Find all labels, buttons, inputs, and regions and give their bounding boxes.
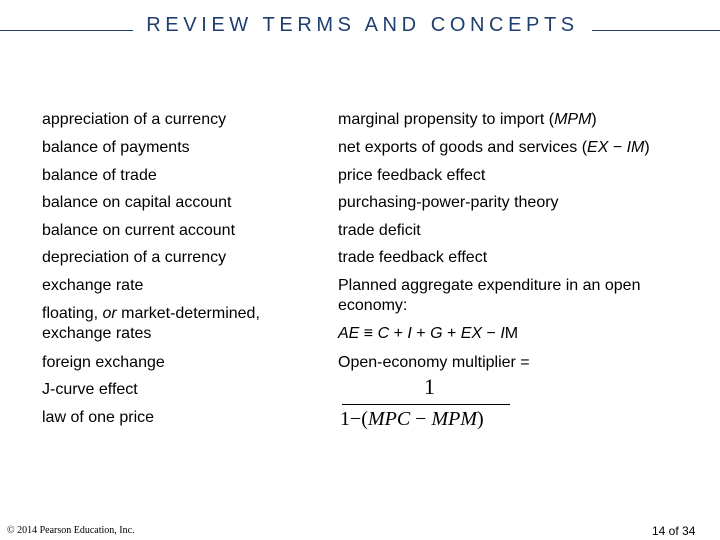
formula-fraction-bar: [342, 404, 510, 405]
copyright-notice: © 2014 Pearson Education, Inc.: [7, 525, 135, 536]
term-ae-equation: AE ≡ C + I + G + EX − IM: [338, 325, 519, 342]
term-balance-of-payments: balance of payments: [42, 139, 190, 156]
term-law-of-one-price: law of one price: [42, 409, 155, 426]
term-exchange-rate: exchange rate: [42, 277, 144, 294]
term-ppp-theory: purchasing-power-parity theory: [338, 194, 559, 211]
term-planned-ae: Planned aggregate expenditure in an open: [338, 277, 641, 294]
term-net-exports: net exports of goods and services (EX − IM): [338, 139, 650, 156]
formula-denominator: 1−(MPC − MPM): [340, 408, 484, 430]
term-floating-rates-cont: exchange rates: [42, 325, 152, 342]
term-depreciation: depreciation of a currency: [42, 249, 227, 266]
term-mpm: marginal propensity to import (MPM): [338, 111, 597, 128]
term-capital-account: balance on capital account: [42, 194, 232, 211]
term-balance-of-trade: balance of trade: [42, 167, 157, 184]
page-number: 14 of 34: [652, 524, 696, 538]
term-current-account: balance on current account: [42, 222, 236, 239]
title-rule-right: [592, 30, 720, 31]
term-open-multiplier: Open-economy multiplier =: [338, 354, 530, 371]
term-trade-deficit: trade deficit: [338, 222, 421, 239]
term-trade-feedback: trade feedback effect: [338, 249, 488, 266]
term-planned-ae-cont: economy:: [338, 297, 408, 314]
term-floating-rates: floating, or market-determined,: [42, 305, 260, 322]
formula-numerator: 1: [424, 374, 435, 399]
term-price-feedback: price feedback effect: [338, 167, 486, 184]
page-title: REVIEW TERMS AND CONCEPTS: [146, 14, 579, 36]
title-rule-left: [0, 30, 133, 31]
term-foreign-exchange: foreign exchange: [42, 354, 165, 371]
term-j-curve: J-curve effect: [42, 381, 138, 398]
term-appreciation: appreciation of a currency: [42, 111, 227, 128]
